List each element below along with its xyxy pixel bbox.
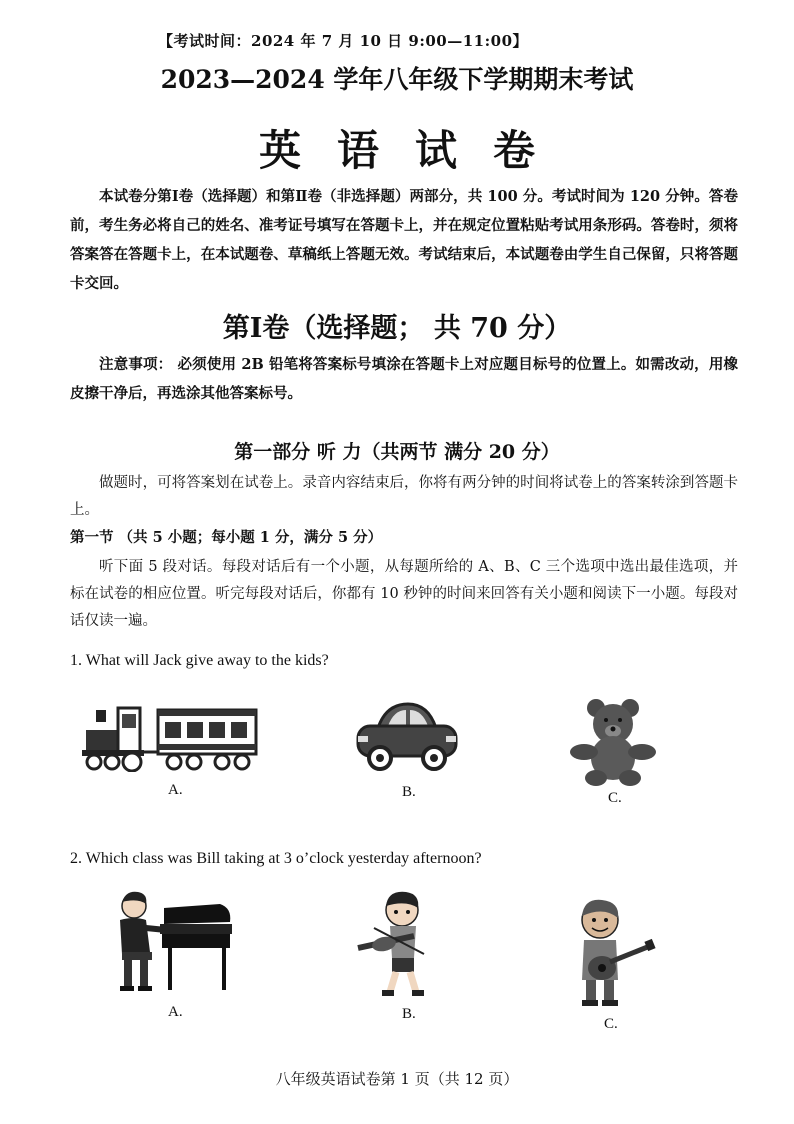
question-1-text: 1. What will Jack give away to the kids?: [70, 652, 329, 669]
question-1-option-a-label: A.: [168, 782, 183, 798]
exam-title: 2023—2024 学年八年级下学期期末考试: [160, 65, 634, 94]
question-2-text: 2. Which class was Bill taking at 3 o’clock yesterday afternoon?: [70, 850, 482, 867]
subsection1-title: 第一节 （共 5 小题；每小题 1 分，满分 5 分）: [70, 529, 383, 546]
subject-title: 英语试卷: [258, 126, 571, 175]
page-footer: 八年级英语试卷第 1 页（共 12 页）: [275, 1070, 519, 1088]
boy-playing-violin-icon: [354, 888, 438, 998]
subsection1-instructions: 听下面 5 段对话。每段对话后有一个小题，从每题所给的 A、B、C 三个选项中选出最佳选项，并标在试卷的相应位置。听完每段对话后，你都有 10 秒钟的时间来回答有关小题和阅读下一小题。每段对话仅读一遍。: [70, 559, 738, 629]
question-1-option-b-label: B.: [402, 784, 416, 800]
boy-playing-piano-icon: [112, 888, 234, 994]
question-2-option-c-label: C.: [604, 1016, 618, 1032]
exam-introduction: 本试卷分第Ⅰ卷（选择题）和第Ⅱ卷（非选择题）两部分，共 100 分。考试时间为 120 分钟。答卷前，考生务必将自己的姓名、准考证号填写在答题卡上，并在规定位置粘贴考试用条形码。答卷时，须将答案答在答题卡上，在本试题卷、草稿纸上答题无效。考试结束后，本试题卷由学生自己保留，只将答题卡交回。: [70, 188, 738, 292]
question-1-option-c-label: C.: [608, 790, 622, 806]
question-2-option-a-label: A.: [168, 1004, 183, 1020]
teddy-bear-icon: [566, 698, 660, 786]
part1-instructions: 做题时，可将答案划在试卷上。录音内容结束后，你将有两分钟的时间将试卷上的答案转涂到答题卡上。: [70, 475, 738, 518]
question-2-option-b-label: B.: [402, 1006, 416, 1022]
section1-title: 第Ⅰ卷（选择题； 共 70 分）: [222, 313, 572, 344]
exam-time: 【考试时间：2024 年 7 月 10 日 9:00—11:00】: [158, 32, 529, 50]
boy-playing-guitar-icon: [570, 896, 656, 1008]
toy-car-icon: [352, 698, 462, 772]
toy-train-icon: [78, 700, 260, 772]
section1-notes: 注意事项： 必须使用 2B 铅笔将答案标号填涂在答题卡上对应题目标号的位置上。如需改动，用橡皮擦干净后，再选涂其他答案标号。: [70, 356, 738, 402]
part1-title: 第一部分 听 力（共两节 满分 20 分）: [234, 441, 560, 463]
